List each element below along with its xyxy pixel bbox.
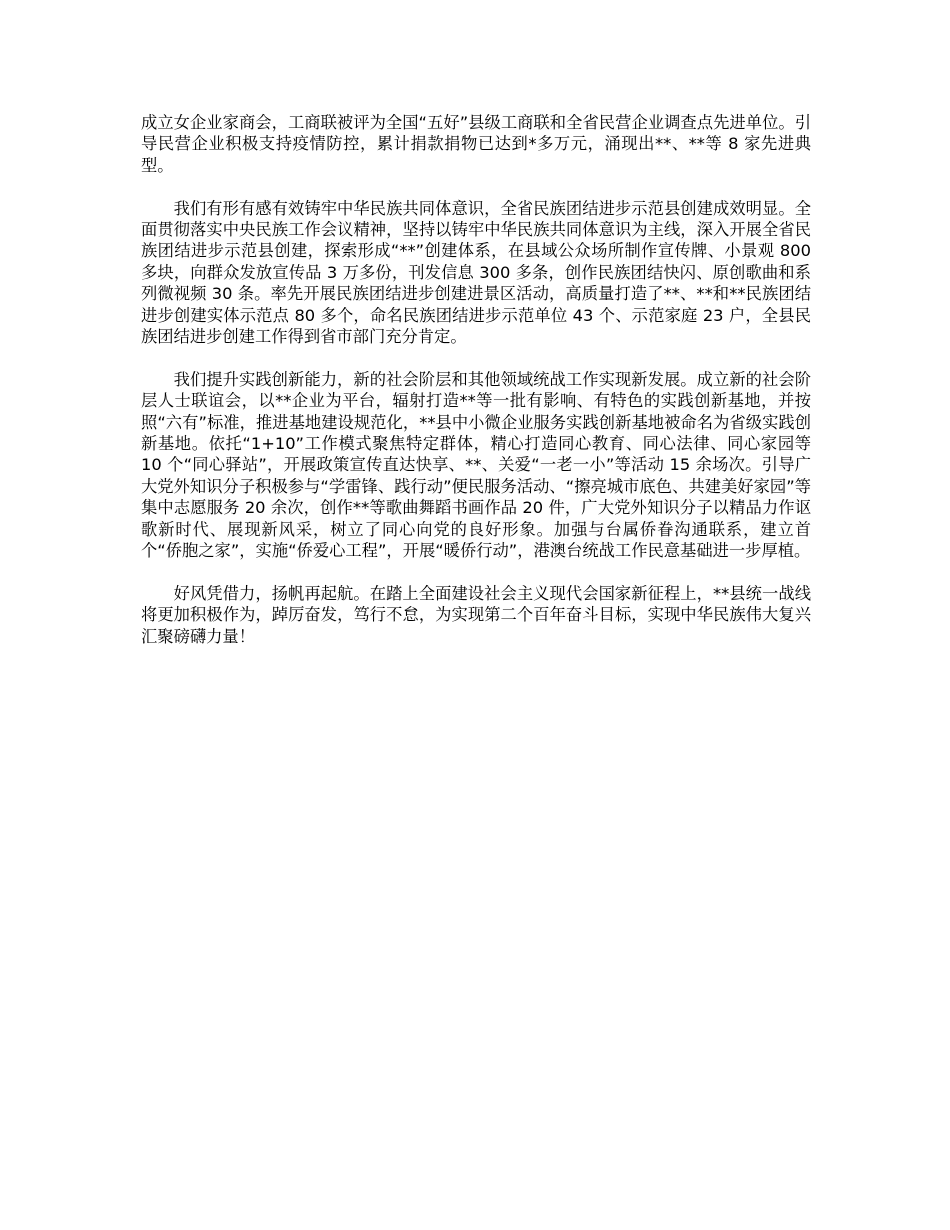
paragraph-1: 成立女企业家商会，工商联被评为全国“五好”县级工商联和全省民营企业调查点先进单位。引导民营企业积极支持疫情防控，累计捐款捐物已达到*多万元，涌现出**、**等 8 家先进典型。 [141, 113, 811, 175]
paragraph-2: 我们有形有感有效铸牢中华民族共同体意识，全省民族团结进步示范县创建成效明显。全面贯彻落实中央民族工作会议精神，坚持以铸牢中华民族共同体意识为主线，深入开展全省民族团结进步示范县创建，探索形成“**”创建体系，在县域公众场所制作宣传牌、小景观 800 多块，向群众发放宣传品 3 万多份，刊发信息 300 多条，创作民族团结快闪、原创歌曲和系列微视频 30 条。率先开展民族团结进步创建进景区活动，高质量打造了**、**和**民族团结进步创建实体示范点 80 多个，命名民族团结进步示范单位 43 个、示范家庭 23 户，全县民族团结进步创建工作得到省市部门充分肯定。 [141, 198, 811, 347]
paragraph-4: 好风凭借力，扬帆再起航。在踏上全面建设社会主义现代会国家新征程上，**县统一战线将更加积极作为，踔厉奋发，笃行不怠，为实现第二个百年奋斗目标，实现中华民族伟大复兴汇聚磅礴力量！ [141, 583, 811, 646]
paragraph-3: 我们提升实践创新能力，新的社会阶层和其他领域统战工作实现新发展。成立新的社会阶层人士联谊会，以**企业为平台，辐射打造**等一批有影响、有特色的实践创新基地，并按照“六有”标准，推进基地建设规范化，**县中小微企业服务实践创新基地被命名为省级实践创新基地。依托“1+10”工作模式聚焦特定群体，精心打造同心教育、同心法律、同心家园等 10 个“同心驿站”，开展政策宣传直达快享、**、关爱“一老一小”等活动 15 余场次。引导广大党外知识分子积极参与“学雷锋、践行动”便民服务活动、“擦亮城市底色、共建美好家园”等集中志愿服务 20 余次，创作**等歌曲舞蹈书画作品 20 件，广大党外知识分子以精品力作讴歌新时代、展现新风采，树立了同心向党的良好形象。加强与台属侨眷沟通联系，建立首个“侨胞之家”，实施“侨爱心工程”，开展“暖侨行动”，港澳台统战工作民意基础进一步厚植。 [141, 369, 811, 561]
document-body [141, 112, 811, 669]
